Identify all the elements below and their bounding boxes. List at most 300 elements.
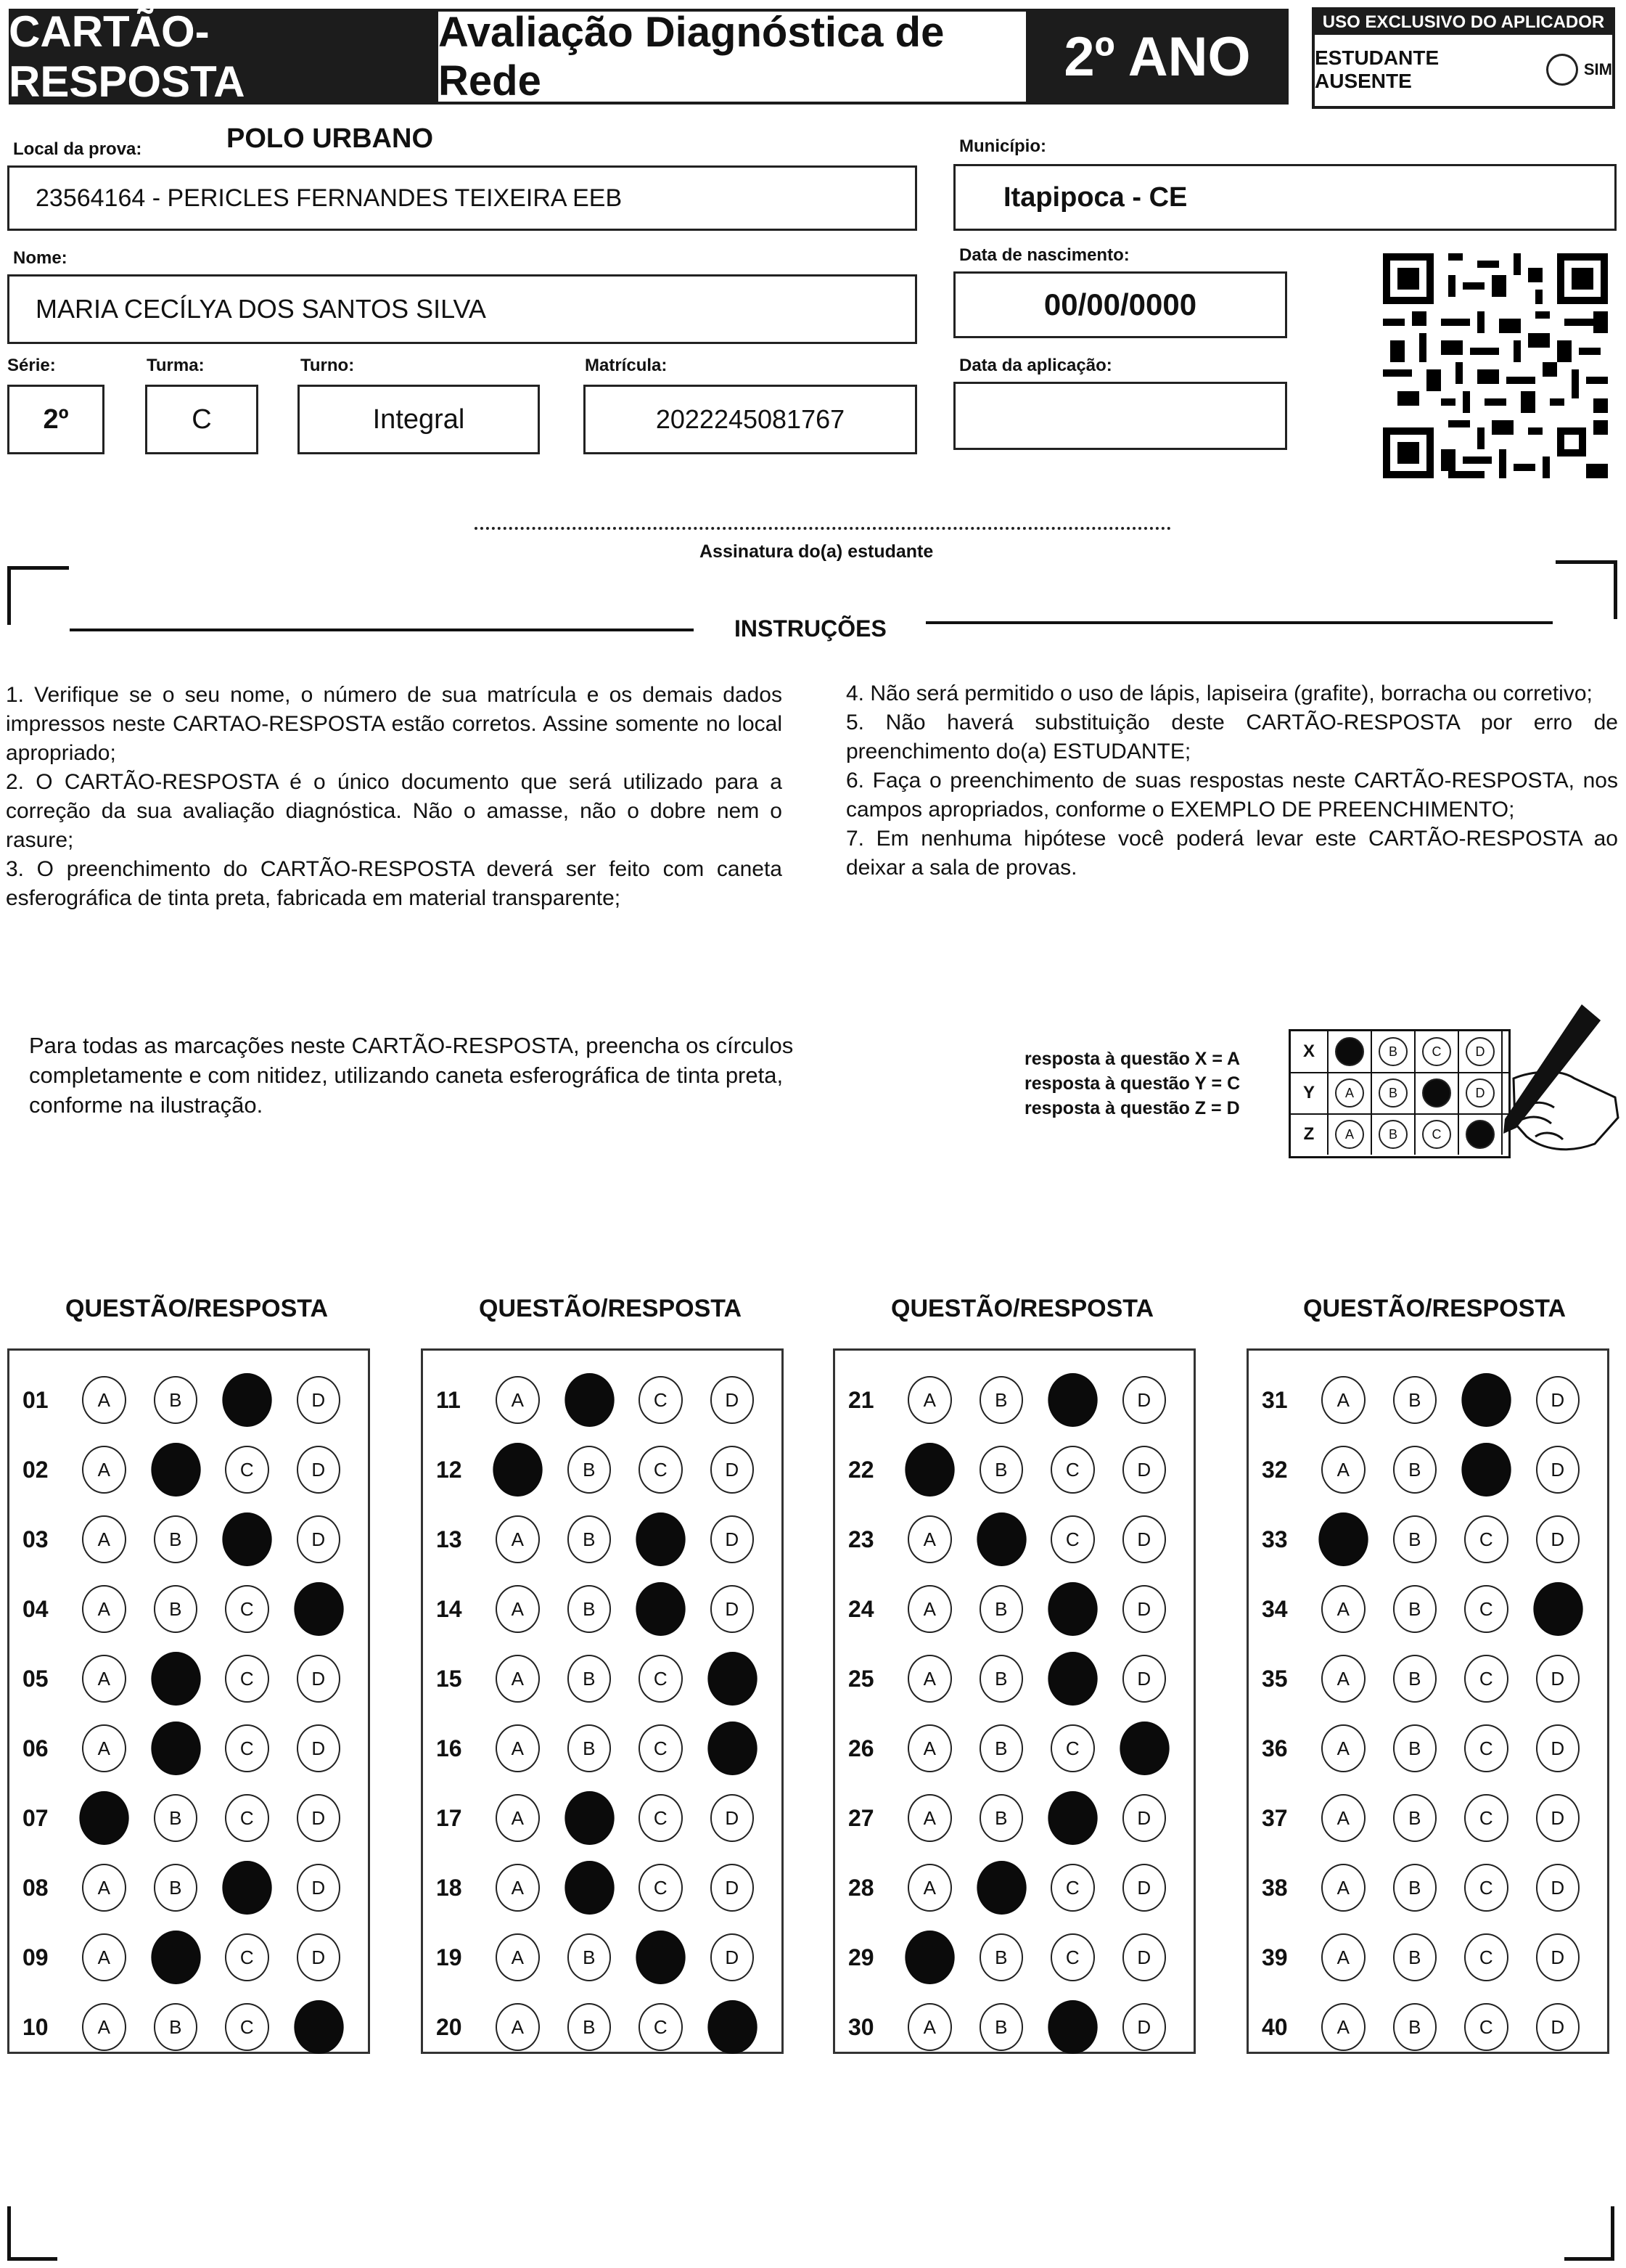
question-number: 33 [1262, 1526, 1288, 1552]
question-row [835, 1923, 1194, 1992]
answer-bubble-b[interactable] [151, 1722, 200, 1775]
example-bubble-c: C [1422, 1120, 1451, 1149]
answer-bubble-b[interactable] [151, 1652, 200, 1706]
answer-bubble-b[interactable] [977, 1512, 1026, 1566]
municipio-label: Município: [959, 136, 1046, 156]
answer-bubble-c[interactable]: C [1464, 1933, 1508, 1981]
column-header: QUESTÃO/RESPOSTA [891, 1295, 1154, 1322]
answer-bubble-b[interactable]: B [1393, 1933, 1437, 1981]
answer-bubble-a[interactable]: A [908, 1864, 952, 1912]
question-row [1249, 1644, 1607, 1714]
question-number: 38 [1262, 1874, 1288, 1901]
example-bubble-a: A [1335, 1078, 1364, 1108]
example-question-label: X [1291, 1031, 1329, 1072]
answer-bubble-d[interactable]: D [1536, 2003, 1580, 2051]
matricula-label: Matrícula: [585, 356, 668, 375]
answer-bubble-a[interactable]: A [908, 2003, 952, 2051]
answer-bubble-c[interactable]: C [639, 1724, 683, 1772]
answer-bubble-c[interactable] [1461, 1443, 1511, 1497]
qr-code [1383, 251, 1608, 480]
answer-bubble-b[interactable]: B [154, 1585, 198, 1633]
answer-bubble-b[interactable]: B [567, 1585, 612, 1633]
answer-bubble-a[interactable]: A [496, 1933, 540, 1981]
answer-bubble-b[interactable]: B [154, 1864, 198, 1912]
example-legend-x: resposta à questão X = A [1025, 1049, 1241, 1069]
question-number: 12 [436, 1456, 462, 1483]
example-legend-y: resposta à questão Y = C [1025, 1073, 1241, 1094]
answer-bubble-d[interactable]: D [710, 1585, 755, 1633]
question-row [1249, 1992, 1607, 2062]
question-number: 17 [436, 1804, 462, 1831]
answer-bubble-d[interactable]: D [1536, 1724, 1580, 1772]
answer-bubble-b[interactable]: B [567, 1446, 612, 1494]
answer-bubble-b[interactable]: B [980, 1933, 1024, 1981]
answer-bubble-b[interactable]: B [980, 1655, 1024, 1703]
answer-bubble-a[interactable]: A [908, 1515, 952, 1563]
corner-mark-top-right [1556, 560, 1617, 619]
answer-bubble-a[interactable]: A [496, 1864, 540, 1912]
answer-bubble-c[interactable]: C [1464, 1515, 1508, 1563]
answer-bubble-b[interactable]: B [154, 2003, 198, 2051]
answer-column-4 [1247, 1348, 1609, 2054]
example-bubble-a: A [1335, 1120, 1364, 1149]
question-row [835, 1574, 1194, 1644]
turma-label: Turma: [147, 356, 205, 375]
example-cell [1416, 1073, 1459, 1113]
question-number: 29 [848, 1944, 874, 1970]
nome-value: MARIA CECÍLYA DOS SANTOS SILVA [36, 294, 486, 324]
answer-bubble-b[interactable]: B [567, 1933, 612, 1981]
serie-value: 2º [43, 404, 69, 435]
answer-bubble-d[interactable]: D [1122, 2003, 1167, 2051]
answer-bubble-a[interactable]: A [496, 1585, 540, 1633]
question-row [9, 1365, 368, 1435]
fill-instructions: Para todas as marcações neste CARTÃO-RESPOSTA, preencha os círculos completamente e com nitidez, utilizando caneta esferográfica de tinta preta, conforme na ilustração. [29, 1033, 794, 1118]
question-row [423, 1505, 781, 1574]
example-cell [1372, 1114, 1416, 1155]
question-row [423, 1992, 781, 2062]
answer-bubble-c[interactable] [636, 1512, 685, 1566]
answer-bubble-d[interactable]: D [1122, 1446, 1167, 1494]
answer-bubble-d[interactable]: D [297, 1515, 341, 1563]
question-number: 26 [848, 1735, 874, 1761]
example-bubble-c [1422, 1078, 1451, 1108]
question-row [423, 1714, 781, 1783]
question-row [423, 1574, 781, 1644]
turma-field [145, 385, 258, 454]
answer-bubble-b[interactable]: B [980, 1794, 1024, 1842]
question-number: 10 [22, 2013, 49, 2040]
answer-bubble-a[interactable] [905, 1931, 954, 1984]
column-header: QUESTÃO/RESPOSTA [65, 1295, 329, 1322]
answer-bubble-b[interactable]: B [980, 1585, 1024, 1633]
answer-bubble-d[interactable]: D [1122, 1585, 1167, 1633]
instructions-rule-left [70, 629, 694, 631]
answer-bubble-c[interactable]: C [1051, 1446, 1095, 1494]
answer-bubble-d[interactable]: D [1536, 1515, 1580, 1563]
answer-bubble-a[interactable]: A [496, 2003, 540, 2051]
question-row [835, 1783, 1194, 1853]
question-number: 07 [22, 1804, 49, 1831]
answer-bubble-c[interactable]: C [225, 2003, 269, 2051]
answer-bubble-b[interactable]: B [1393, 1585, 1437, 1633]
answer-bubble-a[interactable]: A [82, 1515, 126, 1563]
answer-bubble-a[interactable]: A [496, 1515, 540, 1563]
answer-bubble-a[interactable]: A [82, 1933, 126, 1981]
answer-bubble-b[interactable] [151, 1443, 200, 1497]
example-bubble-d: D [1466, 1037, 1495, 1066]
answer-bubble-d[interactable]: D [1122, 1376, 1167, 1424]
question-number: 24 [848, 1595, 874, 1622]
answer-bubble-d[interactable] [294, 1582, 343, 1636]
question-row [423, 1365, 781, 1435]
answer-bubble-c[interactable]: C [225, 1446, 269, 1494]
question-row [423, 1644, 781, 1714]
answer-bubble-c[interactable]: C [1464, 1655, 1508, 1703]
question-row [835, 1644, 1194, 1714]
answer-bubble-a[interactable]: A [1321, 1376, 1366, 1424]
serie-field [7, 385, 104, 454]
answer-bubble-a[interactable]: A [496, 1376, 540, 1424]
question-row [9, 1435, 368, 1505]
answer-bubble-b[interactable] [564, 1861, 614, 1915]
example-legend [1025, 1047, 1240, 1121]
question-row [835, 1853, 1194, 1923]
question-number: 05 [22, 1665, 49, 1692]
absent-sim-label: SIM [1583, 60, 1612, 78]
question-number: 21 [848, 1386, 874, 1413]
answer-bubble-c[interactable] [636, 1931, 685, 1984]
answer-bubble-a[interactable]: A [1321, 1933, 1366, 1981]
answer-bubble-b[interactable]: B [567, 2003, 612, 2051]
answer-bubble-c[interactable] [222, 1861, 271, 1915]
question-number: 32 [1262, 1456, 1288, 1483]
question-row [423, 1435, 781, 1505]
answer-bubble-c[interactable] [1048, 1652, 1097, 1706]
answer-bubble-a[interactable] [1318, 1512, 1368, 1566]
answer-bubble-a[interactable]: A [908, 1724, 952, 1772]
nome-label: Nome: [13, 248, 67, 268]
question-row [9, 1644, 368, 1714]
instructions-left: 1. Verifique se o seu nome, o número de sua matrícula e os demais dados impressos neste CARTAO-RESPOSTA estão corretos. Assine somente no local apropriado; 2. O CARTÃO-RESPOSTA é o único documento que será utilizado para a correção da sua avaliação diagnóstica. Não o amasse, não o dobre nem o rasure; 3. O preenchimento do CARTÃO-RESPOSTA deverá ser feito com caneta esferográfica de tinta preta, fabricada em material transparente; [6, 683, 782, 910]
example-question-label: Y [1291, 1073, 1329, 1113]
pen-hand-illustration [1473, 999, 1625, 1161]
question-row [423, 1923, 781, 1992]
answer-bubble-c[interactable]: C [1051, 1515, 1095, 1563]
question-number: 13 [436, 1526, 462, 1552]
answer-bubble-a[interactable]: A [496, 1794, 540, 1842]
question-number: 23 [848, 1526, 874, 1552]
answer-bubble-d[interactable] [707, 2000, 757, 2054]
question-number: 03 [22, 1526, 49, 1552]
answer-bubble-d[interactable]: D [1536, 1864, 1580, 1912]
answer-bubble-b[interactable]: B [1393, 1515, 1437, 1563]
answer-bubble-b[interactable]: B [1393, 1864, 1437, 1912]
column-header: QUESTÃO/RESPOSTA [479, 1295, 742, 1322]
answer-bubble-a[interactable]: A [82, 1724, 126, 1772]
answer-bubble-c[interactable]: C [1464, 2003, 1508, 2051]
answer-bubble-c[interactable]: C [639, 1864, 683, 1912]
question-number: 01 [22, 1386, 49, 1413]
question-number: 04 [22, 1595, 49, 1622]
example-cell [1372, 1031, 1416, 1072]
answer-bubble-b[interactable]: B [1393, 1655, 1437, 1703]
question-row [9, 1992, 368, 2062]
answer-bubble-b[interactable]: B [154, 1376, 198, 1424]
question-number: 02 [22, 1456, 49, 1483]
example-bubble-b: B [1379, 1120, 1408, 1149]
answer-bubble-b[interactable]: B [1393, 1376, 1437, 1424]
answer-bubble-c[interactable]: C [1464, 1794, 1508, 1842]
answer-bubble-b[interactable]: B [1393, 1724, 1437, 1772]
answer-bubble-c[interactable]: C [639, 1655, 683, 1703]
answer-bubble-a[interactable] [79, 1791, 128, 1845]
answer-bubble-a[interactable]: A [82, 2003, 126, 2051]
answer-bubble-d[interactable]: D [297, 1933, 341, 1981]
answer-bubble-a[interactable]: A [1321, 1864, 1366, 1912]
question-number: 19 [436, 1944, 462, 1970]
answer-bubble-b[interactable]: B [1393, 1446, 1437, 1494]
answer-bubble-d[interactable]: D [1122, 1794, 1167, 1842]
answer-bubble-d[interactable]: D [1536, 1655, 1580, 1703]
answer-bubble-a[interactable]: A [82, 1585, 126, 1633]
answer-bubble-a[interactable]: A [908, 1655, 952, 1703]
answer-bubble-d[interactable]: D [710, 1794, 755, 1842]
answer-bubble-d[interactable]: D [1536, 1446, 1580, 1494]
answer-bubble-a[interactable] [905, 1443, 954, 1497]
answer-bubble-b[interactable]: B [980, 2003, 1024, 2051]
answer-bubble-d[interactable]: D [1122, 1933, 1167, 1981]
answer-bubble-d[interactable]: D [710, 1376, 755, 1424]
question-number: 06 [22, 1735, 49, 1761]
nome-field [7, 274, 917, 344]
example-cell [1416, 1114, 1459, 1155]
nascimento-value: 00/00/0000 [1043, 287, 1197, 322]
absent-checkbox[interactable] [1546, 54, 1578, 86]
answer-bubble-c[interactable]: C [225, 1655, 269, 1703]
answer-bubble-c[interactable]: C [1464, 1585, 1508, 1633]
example-question-label: Z [1291, 1114, 1329, 1155]
answer-bubble-b[interactable]: B [567, 1724, 612, 1772]
answer-bubble-a[interactable]: A [908, 1376, 952, 1424]
instructions-rule-right [926, 621, 1553, 624]
serie-label: Série: [7, 356, 56, 375]
answer-bubble-a[interactable]: A [82, 1864, 126, 1912]
question-number: 22 [848, 1456, 874, 1483]
example-legend-z: resposta à questão Z = D [1025, 1098, 1240, 1118]
question-number: 20 [436, 2013, 462, 2040]
aplicacao-field[interactable] [953, 382, 1287, 450]
answer-bubble-d[interactable]: D [710, 1933, 755, 1981]
municipio-field [953, 164, 1617, 231]
answer-bubble-b[interactable]: B [567, 1515, 612, 1563]
answer-bubble-d[interactable] [707, 1722, 757, 1775]
question-number: 18 [436, 1874, 462, 1901]
question-row [9, 1853, 368, 1923]
instructions-title: INSTRUÇÕES [734, 615, 887, 642]
answer-bubble-a[interactable]: A [496, 1655, 540, 1703]
answer-bubble-d[interactable]: D [1536, 1794, 1580, 1842]
question-row [1249, 1853, 1607, 1923]
question-number: 09 [22, 1944, 49, 1970]
answer-bubble-d[interactable]: D [1122, 1864, 1167, 1912]
turno-label: Turno: [300, 356, 355, 375]
answer-bubble-b[interactable] [977, 1861, 1026, 1915]
question-row [1249, 1505, 1607, 1574]
answer-bubble-c[interactable]: C [225, 1585, 269, 1633]
answer-bubble-d[interactable]: D [710, 1515, 755, 1563]
question-row [423, 1783, 781, 1853]
question-number: 15 [436, 1665, 462, 1692]
example-cell [1329, 1031, 1372, 1072]
question-row [835, 1992, 1194, 2062]
grade-label: 2º ANO [1026, 9, 1289, 105]
answer-bubble-b[interactable] [564, 1791, 614, 1845]
answer-bubble-c[interactable]: C [1051, 1933, 1095, 1981]
turno-field [297, 385, 540, 454]
example-bubble-d: D [1466, 1078, 1495, 1108]
answer-bubble-a[interactable]: A [1321, 1724, 1366, 1772]
answer-bubble-a[interactable]: A [1321, 2003, 1366, 2051]
answer-bubble-c[interactable] [222, 1512, 271, 1566]
question-row [423, 1853, 781, 1923]
answer-bubble-b[interactable]: B [154, 1794, 198, 1842]
example-cell [1329, 1114, 1372, 1155]
answer-bubble-d[interactable]: D [1122, 1655, 1167, 1703]
answer-bubble-d[interactable]: D [1122, 1515, 1167, 1563]
question-number: 11 [436, 1386, 461, 1413]
answer-bubble-c[interactable]: C [1051, 1864, 1095, 1912]
question-row [9, 1783, 368, 1853]
answer-bubble-c[interactable]: C [1051, 1724, 1095, 1772]
answer-bubble-c[interactable]: C [639, 1446, 683, 1494]
question-number: 28 [848, 1874, 874, 1901]
answer-bubble-d[interactable]: D [297, 1724, 341, 1772]
answer-bubble-c[interactable]: C [639, 2003, 683, 2051]
example-bubble-b: B [1379, 1037, 1408, 1066]
question-row [9, 1574, 368, 1644]
question-number: 14 [436, 1595, 462, 1622]
question-row [1249, 1783, 1607, 1853]
answer-bubble-c[interactable]: C [639, 1794, 683, 1842]
answer-bubble-a[interactable]: A [82, 1376, 126, 1424]
exam-title: Avaliação Diagnóstica de Rede [435, 9, 1029, 105]
answer-bubble-c[interactable]: C [225, 1794, 269, 1842]
answer-bubble-c[interactable] [222, 1373, 271, 1427]
answer-bubble-c[interactable] [1048, 1582, 1097, 1636]
answer-bubble-a[interactable]: A [908, 1794, 952, 1842]
answer-bubble-d[interactable]: D [297, 1376, 341, 1424]
answer-column-3 [833, 1348, 1196, 2054]
answer-bubble-b[interactable]: B [980, 1376, 1024, 1424]
answer-bubble-c[interactable] [636, 1582, 685, 1636]
question-row [1249, 1435, 1607, 1505]
answer-column-2 [421, 1348, 784, 2054]
municipio-value: Itapipoca - CE [1003, 181, 1188, 213]
school-value: 23564164 - PERICLES FERNANDES TEIXEIRA EEB [36, 184, 623, 212]
example-cell [1416, 1031, 1459, 1072]
question-number: 31 [1262, 1386, 1288, 1413]
absent-label: ESTUDANTE AUSENTE [1315, 46, 1440, 92]
answer-bubble-d[interactable]: D [297, 1864, 341, 1912]
example-bubble-c: C [1422, 1037, 1451, 1066]
answer-bubble-c[interactable]: C [225, 1724, 269, 1772]
answer-bubble-c[interactable] [1048, 1373, 1097, 1427]
answer-bubble-c[interactable] [1048, 2000, 1097, 2054]
signature-line[interactable] [475, 527, 1171, 530]
answer-bubble-d[interactable]: D [710, 1864, 755, 1912]
answer-bubble-a[interactable]: A [908, 1585, 952, 1633]
local-label: Local da prova: [13, 139, 142, 159]
answer-bubble-b[interactable]: B [154, 1515, 198, 1563]
answer-bubble-d[interactable]: D [1536, 1933, 1580, 1981]
answer-bubble-a[interactable]: A [1321, 1655, 1366, 1703]
answer-bubble-b[interactable]: B [1393, 2003, 1437, 2051]
answer-bubble-c[interactable] [1461, 1373, 1511, 1427]
card-title: CARTÃO-RESPOSTA [9, 9, 437, 105]
question-row [1249, 1923, 1607, 1992]
question-row [1249, 1365, 1607, 1435]
question-number: 35 [1262, 1665, 1288, 1692]
answer-bubble-d[interactable] [1120, 1722, 1169, 1775]
answer-bubble-a[interactable]: A [82, 1655, 126, 1703]
example-bubble-b: B [1379, 1078, 1408, 1108]
question-number: 36 [1262, 1735, 1288, 1761]
answer-bubble-a[interactable]: A [1321, 1585, 1366, 1633]
question-row [835, 1435, 1194, 1505]
question-number: 40 [1262, 2013, 1288, 2040]
answer-bubble-a[interactable]: A [496, 1724, 540, 1772]
answer-bubble-b[interactable] [564, 1373, 614, 1427]
answer-bubble-c[interactable]: C [1464, 1724, 1508, 1772]
answer-bubble-d[interactable]: D [297, 1794, 341, 1842]
question-number: 27 [848, 1804, 874, 1831]
answer-bubble-c[interactable]: C [225, 1933, 269, 1981]
question-row [1249, 1574, 1607, 1644]
answer-bubble-c[interactable]: C [1464, 1864, 1508, 1912]
answer-bubble-d[interactable] [1533, 1582, 1582, 1636]
answer-bubble-c[interactable] [1048, 1791, 1097, 1845]
answer-bubble-a[interactable]: A [1321, 1446, 1366, 1494]
answer-bubble-b[interactable] [151, 1931, 200, 1984]
answer-bubble-c[interactable]: C [639, 1376, 683, 1424]
answer-bubble-d[interactable] [294, 2000, 343, 2054]
question-number: 08 [22, 1874, 49, 1901]
answer-bubble-a[interactable]: A [1321, 1794, 1366, 1842]
answer-bubble-b[interactable]: B [1393, 1794, 1437, 1842]
instructions-right: 4. Não será permitido o uso de lápis, lapiseira (grafite), borracha ou corretivo; 5. Não haverá substituição deste CARTÃO-RESPOSTA por erro de preenchimento do(a) ESTUDANTE; 6. Faça o preenchimento de suas respostas neste CARTÃO-RESPOSTA, nos campos apropriados, conforme o EXEMPLO DE PREENCHIMENTO; 7. Em nenhuma hipótese você poderá levar este CARTÃO-RESPOSTA ao deixar a sala de provas. [846, 681, 1618, 880]
example-bubble-a [1335, 1037, 1364, 1066]
question-number: 30 [848, 2013, 874, 2040]
answer-bubble-d[interactable]: D [1536, 1376, 1580, 1424]
question-row [835, 1714, 1194, 1783]
answer-bubble-a[interactable] [493, 1443, 542, 1497]
answer-bubble-d[interactable]: D [710, 1446, 755, 1494]
matricula-field [583, 385, 917, 454]
question-row [9, 1923, 368, 1992]
answer-bubble-d[interactable]: D [297, 1655, 341, 1703]
question-row [835, 1505, 1194, 1574]
answer-bubble-a[interactable]: A [82, 1446, 126, 1494]
answer-bubble-d[interactable]: D [297, 1446, 341, 1494]
question-number: 25 [848, 1665, 874, 1692]
answer-bubble-d[interactable] [707, 1652, 757, 1706]
school-field [7, 165, 917, 231]
local-value: POLO URBANO [226, 123, 433, 154]
answer-bubble-b[interactable]: B [980, 1724, 1024, 1772]
answer-bubble-b[interactable]: B [567, 1655, 612, 1703]
answer-bubble-b[interactable]: B [980, 1446, 1024, 1494]
